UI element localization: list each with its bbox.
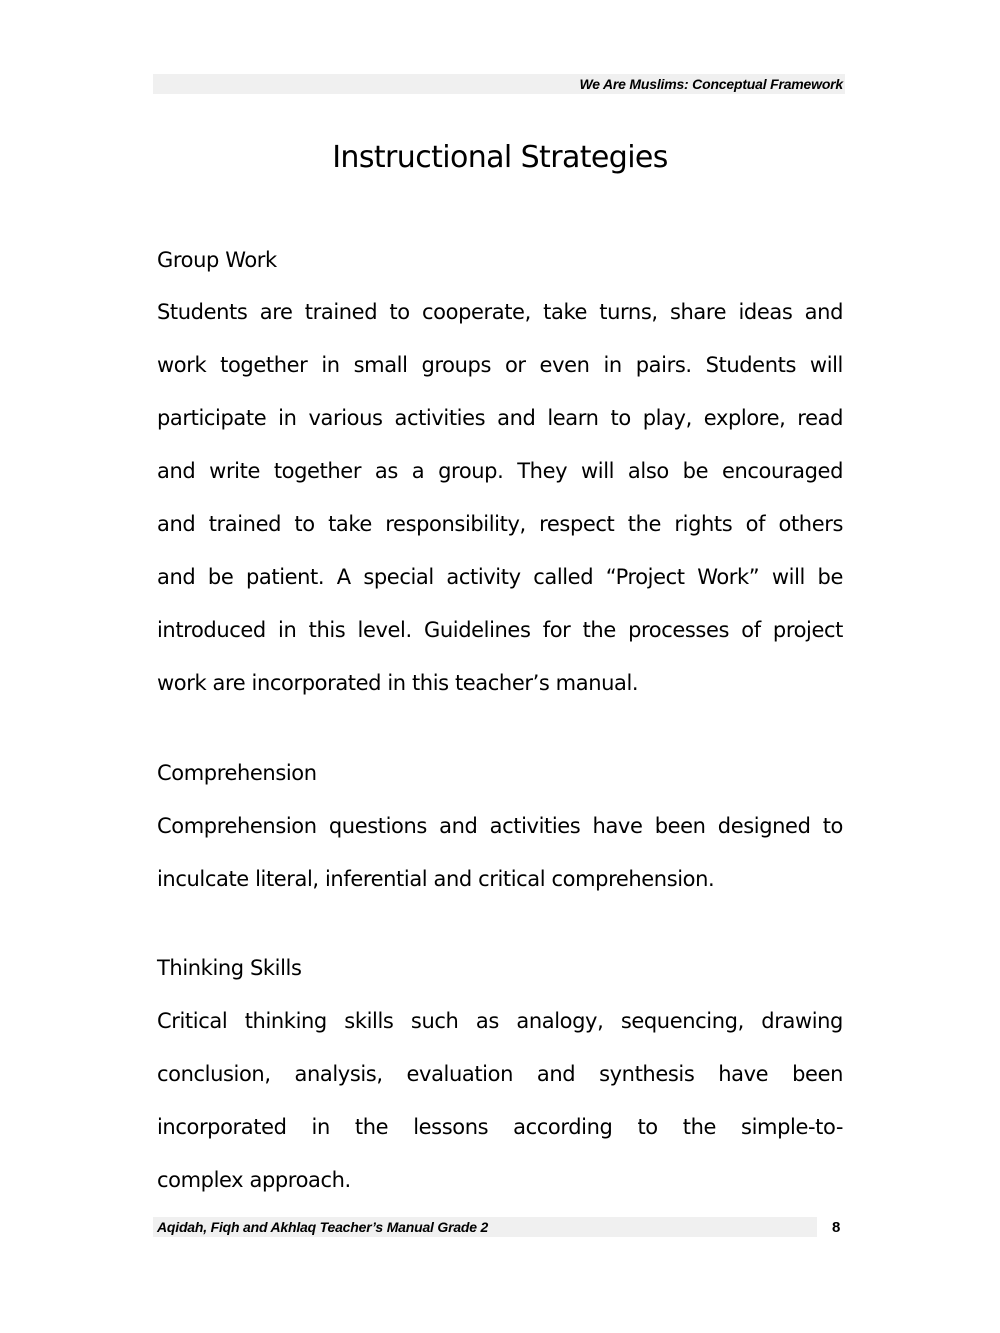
section-heading-thinking-skills: Thinking Skills (157, 956, 302, 980)
section-heading-group-work: Group Work (157, 248, 277, 272)
page-number: 8 (832, 1219, 841, 1236)
running-header: We Are Muslims: Conceptual Framework (579, 76, 843, 92)
paragraph-line: Critical thinking skills such as analogy, sequencing, drawing (157, 1009, 843, 1033)
paragraph-line: introduced in this level. Guidelines for the processes of project (157, 618, 843, 642)
paragraph-line: work are incorporated in this teacher’s manual. (157, 671, 639, 695)
page-title: Instructional Strategies (332, 140, 668, 175)
paragraph-line: Comprehension questions and activities have been designed to (157, 814, 843, 838)
paragraph-line: and be patient. A special activity called “Project Work” will be (157, 565, 843, 589)
paragraph-line: work together in small groups or even in pairs. Students will (157, 353, 843, 377)
paragraph-thinking-skills (157, 995, 843, 1207)
section-heading-comprehension: Comprehension (157, 761, 317, 785)
paragraph-line: inculcate literal, inferential and critical comprehension. (157, 867, 715, 891)
paragraph-line: and trained to take responsibility, respect the rights of others (157, 512, 843, 536)
paragraph-line: participate in various activities and learn to play, explore, read (157, 406, 843, 430)
footer-text: Aqidah, Fiqh and Akhlaq Teacher’s Manual Grade 2 (157, 1219, 489, 1235)
paragraph-line: conclusion, analysis, evaluation and synthesis have been (157, 1062, 843, 1086)
paragraph-line: incorporated in the lessons according to the simple-to- (157, 1115, 843, 1139)
paragraph-line: Students are trained to cooperate, take turns, share ideas and (157, 300, 843, 324)
paragraph-line: complex approach. (157, 1168, 351, 1192)
paragraph-line: and write together as a group. They will also be encouraged (157, 459, 843, 483)
paragraph-group-work (157, 286, 843, 710)
paragraph-comprehension (157, 800, 843, 906)
